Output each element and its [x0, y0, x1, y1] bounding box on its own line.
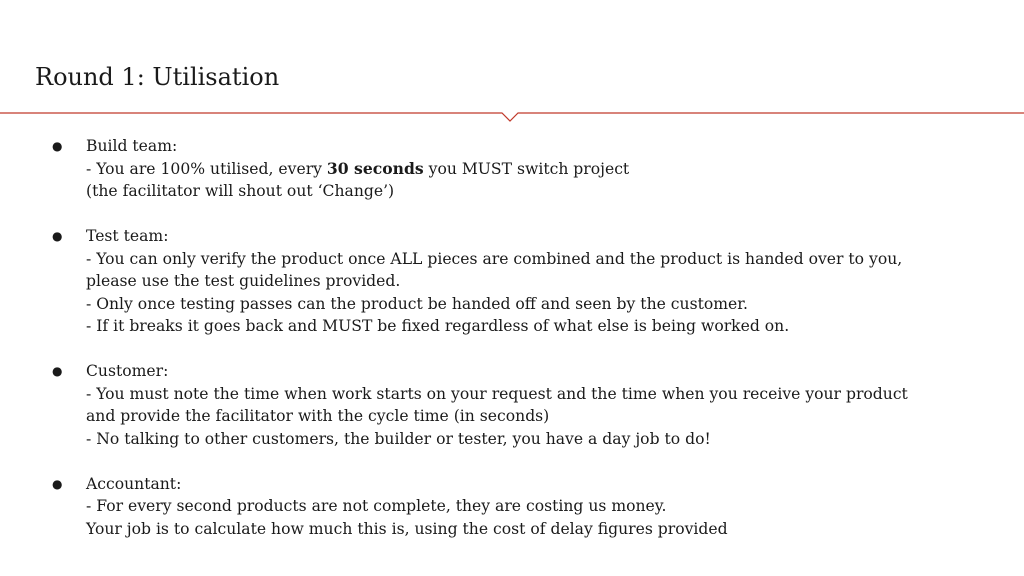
bullet-line: and provide the facilitator with the cycle time (in seconds): [86, 407, 550, 425]
bullet-line: - If it breaks it goes back and MUST be fixed regardless of what else is being worked on.: [86, 317, 790, 335]
bullet-heading: Customer:: [86, 362, 169, 380]
bullet-line: - Only once testing passes can the product be handed off and seen by the customer.: [86, 294, 748, 313]
bullet-line: (the facilitator will shout out ‘Change’): [86, 182, 395, 200]
emphasis-text: 30 seconds: [326, 158, 424, 178]
text-segment: you MUST switch project: [423, 159, 630, 178]
bullet-line: - No talking to other customers, the builder or tester, you have a day job to do!: [86, 429, 711, 448]
bullet-customer: [52, 360, 1012, 450]
bullet-build-team: [52, 135, 1012, 203]
bullet-dot-icon: ●: [52, 229, 63, 243]
title-divider: [0, 112, 1024, 124]
bullet-heading: Test team:: [86, 227, 169, 245]
bullet-heading: Accountant:: [86, 474, 182, 493]
bullet-accountant: [52, 473, 1012, 541]
bullet-line: - For every second products are not complete, they are costing us money.: [86, 497, 667, 515]
bullet-line: please use the test guidelines provided.: [86, 272, 401, 290]
bullet-line: Your job is to calculate how much this is, using the cost of delay figures provided: [86, 519, 728, 538]
bullet-dot-icon: ●: [52, 364, 63, 378]
bullet-line: [86, 158, 1012, 181]
bullet-line: - You must note the time when work starts on your request and the time when you receive your product: [86, 384, 908, 403]
slide-title: Round 1: Utilisation: [35, 63, 280, 91]
bullet-line: - You can only verify the product once ALL pieces are combined and the product is handed over to you,: [86, 249, 903, 268]
bullet-dot-icon: ●: [52, 476, 63, 491]
bullet-test-team: [52, 225, 1012, 338]
bullet-list: [52, 135, 1012, 563]
divider-line: [0, 113, 1024, 121]
bullet-dot-icon: ●: [52, 139, 63, 153]
text-segment: - You are 100% utilised, every: [86, 159, 327, 178]
bullet-heading: Build team:: [86, 137, 178, 155]
